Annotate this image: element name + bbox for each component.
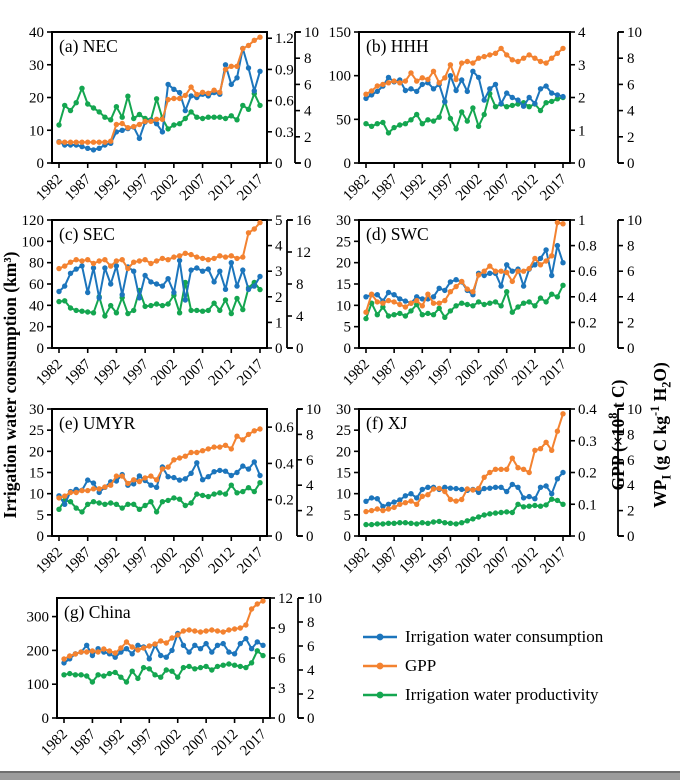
x-axis-tick-label: 2012 (208, 726, 242, 760)
gpp-axis-tick-label: 1 (578, 123, 586, 140)
gpp-axis-tick-label: 1 (578, 213, 586, 229)
x-axis-tick-label: 1982 (340, 356, 373, 390)
left-axis-tick-label: 100 (26, 677, 49, 694)
gpp-axis-tick-label: 0.6 (275, 420, 294, 437)
wp-axis-tick-label: 4 (296, 309, 304, 325)
x-axis-tick-label: 1987 (66, 726, 100, 760)
wp-axis-tick-label: 10 (307, 591, 322, 607)
x-axis-tick-label: 2017 (537, 544, 570, 578)
gpp-axis-tick-label: 0.8 (578, 238, 597, 255)
x-axis-tick-label: 1982 (38, 726, 71, 760)
wp-axis-tick-label: 8 (627, 427, 635, 444)
x-axis-tick-label: 2012 (205, 544, 239, 578)
left-axis-tick-label: 200 (26, 643, 49, 660)
gpp-axis-tick-label: 0 (578, 156, 586, 172)
x-axis-tick-label: 1987 (368, 356, 401, 390)
x-axis-tick-label: 2017 (234, 171, 267, 205)
left-axis-tick-label: 0 (36, 156, 44, 172)
x-axis-tick-label: 1992 (396, 544, 430, 578)
left-axis-tick-label: 40 (29, 25, 44, 41)
left-axis-tick-label: 5 (343, 319, 351, 336)
left-axis-tick-label: 120 (21, 213, 44, 229)
x-axis-tick-label: 1992 (95, 726, 128, 760)
left-axis-tick-label: 15 (336, 465, 351, 482)
left-axis-tick-label: 20 (29, 444, 44, 461)
legend-item-consumption (362, 627, 680, 647)
left-axis-tick-label: 25 (336, 234, 351, 251)
x-axis-tick-label: 2002 (452, 544, 486, 578)
x-axis-tick-label: 2012 (205, 171, 239, 205)
x-axis-tick-label: 2002 (148, 171, 181, 205)
y-axis-label-consumption-text: Irrigation water consumption (km³) (0, 251, 20, 519)
gpp-axis-tick-label: 0.2 (578, 465, 597, 482)
x-axis-tick-label: 1992 (90, 356, 124, 390)
left-axis-tick-label: 30 (336, 402, 351, 418)
x-axis-tick-label: 1997 (123, 726, 157, 760)
left-axis-tick-label: 10 (336, 486, 351, 503)
left-axis-tick-label: 30 (29, 402, 44, 418)
legend-marker-consumption-icon (362, 631, 398, 643)
gpp-axis-tick-label: 4 (578, 25, 586, 41)
gpp-axis-tick-label: 3 (275, 264, 283, 281)
panel-title: (b) HHH (366, 36, 429, 56)
gpp-axis-tick-label: 0 (275, 529, 283, 545)
left-axis-tick-label: 10 (29, 123, 44, 140)
y-axis-label-consumption (0, 185, 24, 585)
gpp-axis-tick-label: 0 (278, 711, 286, 727)
gpp-axis-tick-label: 2 (275, 289, 283, 306)
panel-g-china-chart (0, 585, 340, 780)
wp-axis-tick-label: 6 (627, 452, 635, 469)
x-axis-tick-label: 1982 (33, 544, 66, 578)
left-axis-tick-label: 0 (343, 529, 351, 545)
wp-axis-tick-label: 6 (307, 639, 315, 655)
wp-axis-tick-label: 0 (296, 341, 304, 357)
wp-axis-tick-label: 8 (296, 277, 304, 293)
x-axis-tick-label: 1997 (119, 544, 152, 578)
gpp-axis-tick-label: 0.4 (578, 289, 597, 306)
wp-axis-tick-label: 4 (304, 103, 312, 120)
legend-label-gpp: GPP (405, 656, 437, 675)
x-axis-tick-label: 1982 (340, 171, 373, 205)
x-axis-tick-label: 1997 (424, 356, 458, 390)
left-axis-tick-label: 20 (29, 90, 44, 107)
legend-label-wp: Irrigation water productivity (405, 685, 599, 704)
gpp-axis-tick-label: 12 (278, 591, 293, 607)
x-axis-tick-label: 2012 (509, 544, 542, 578)
x-axis-tick-label: 1992 (90, 544, 124, 578)
wp-axis-tick-label: 0 (306, 529, 314, 545)
legend-label-consumption: Irrigation water consumption (405, 627, 604, 646)
x-axis-tick-label: 2002 (152, 726, 185, 760)
x-axis-tick-label: 2002 (452, 171, 486, 205)
wp-axis-tick-label: 0 (627, 341, 635, 357)
x-axis-tick-label: 2007 (481, 356, 514, 390)
wp-axis-tick-label: 2 (306, 503, 314, 520)
x-axis-tick-label: 1987 (368, 544, 401, 578)
wp-axis-tick-label: 10 (304, 25, 319, 41)
left-axis-tick-label: 300 (26, 609, 49, 626)
gpp-axis-tick-label: 0.6 (275, 93, 294, 110)
y-axis-label-gpp: GPP ($\times 10^8$ t C) (606, 379, 628, 491)
gpp-axis-tick-label: 0.2 (275, 492, 294, 509)
legend-marker-wp-icon (362, 689, 398, 701)
wp-axis-tick-label: 2 (627, 315, 635, 332)
x-axis-tick-label: 1982 (33, 356, 66, 390)
x-axis-tick-label: 2007 (176, 356, 210, 390)
x-axis-tick-label: 1987 (368, 171, 401, 205)
wp-axis-tick-label: 4 (627, 478, 635, 495)
series-irrigation-water-consumption (363, 243, 565, 306)
x-axis-tick-label: 2007 (481, 544, 514, 578)
panel-title: (e) UMYR (59, 413, 136, 433)
x-axis-tick-label: 2007 (180, 726, 213, 760)
gpp-axis-tick-label: 0.3 (578, 433, 597, 450)
wp-axis-tick-label: 8 (306, 427, 314, 444)
wp-axis-tick-label: 0 (627, 156, 635, 172)
x-axis-tick-label: 1997 (119, 171, 152, 205)
x-axis-tick-label: 1992 (396, 171, 430, 205)
legend (340, 585, 680, 775)
series-water-productivity (56, 480, 262, 515)
gpp-axis-tick-label: 6 (278, 651, 286, 667)
wp-axis-tick-label: 6 (306, 452, 314, 469)
wp-axis-tick-label: 10 (306, 402, 321, 418)
left-axis-tick-label: 40 (29, 298, 44, 315)
left-axis-tick-label: 0 (36, 341, 44, 357)
series-water-productivity (56, 86, 262, 132)
x-axis-tick-label: 1997 (424, 171, 458, 205)
x-axis-tick-label: 1982 (340, 544, 373, 578)
wp-axis-tick-label: 8 (307, 615, 315, 631)
legend-item-gpp (362, 656, 680, 676)
wp-axis-tick-label: 2 (627, 503, 635, 520)
x-axis-tick-label: 2002 (148, 356, 181, 390)
left-axis-tick-label: 25 (29, 423, 44, 440)
panel-b-hhh-chart (328, 0, 680, 205)
x-axis-tick-label: 1997 (119, 356, 152, 390)
panel-a-nec-chart (0, 0, 340, 205)
wp-axis-tick-label: 8 (627, 238, 635, 255)
gpp-axis-tick-label: 0.1 (578, 497, 597, 514)
left-axis-tick-label: 20 (29, 319, 44, 336)
footer-bar (0, 771, 680, 780)
legend-item-wp (362, 685, 680, 705)
wp-axis-tick-label: 2 (304, 129, 312, 146)
left-axis-tick-label: 0 (343, 156, 351, 172)
panel-title: (c) SEC (59, 224, 115, 244)
panel-title: (d) SWC (366, 224, 429, 244)
panel-title: (g) China (64, 602, 131, 622)
left-axis-tick-label: 150 (328, 25, 351, 41)
panel-title: (a) NEC (59, 36, 118, 56)
x-axis-tick-label: 2002 (452, 356, 486, 390)
gpp-axis-tick-label: 0.2 (578, 315, 597, 332)
left-axis-tick-label: 10 (336, 298, 351, 315)
gpp-axis-tick-label: 0 (578, 529, 586, 545)
panel-title: (f) XJ (366, 413, 408, 433)
left-axis-tick-label: 0 (41, 711, 49, 727)
wp-axis-tick-label: 6 (627, 264, 635, 281)
gpp-axis-tick-label: 5 (275, 213, 283, 229)
left-axis-tick-label: 20 (336, 444, 351, 461)
gpp-axis-tick-label: 3 (578, 57, 586, 74)
x-axis-tick-label: 2017 (234, 356, 267, 390)
wp-axis-tick-label: 4 (307, 663, 315, 679)
wp-axis-tick-label: 8 (627, 51, 635, 68)
panel-f-xj-chart (336, 390, 680, 590)
gpp-axis-tick-label: 9 (278, 621, 286, 637)
x-axis-tick-label: 2017 (234, 544, 267, 578)
left-axis-tick-label: 100 (328, 68, 351, 85)
x-axis-tick-label: 2007 (481, 171, 514, 205)
panel-e-umyr-chart (0, 390, 340, 590)
left-axis-tick-label: 25 (336, 423, 351, 440)
series-irrigation-water-consumption (56, 46, 262, 153)
wp-axis-tick-label: 0 (304, 156, 312, 172)
series-irrigation-water-consumption (61, 631, 265, 666)
gpp-axis-tick-label: 1.2 (275, 31, 294, 48)
x-axis-tick-label: 1992 (396, 356, 430, 390)
x-axis-tick-label: 1987 (62, 544, 95, 578)
left-axis-tick-label: 15 (29, 465, 44, 482)
series-irrigation-water-consumption (363, 69, 565, 109)
x-axis-tick-label: 2012 (205, 356, 239, 390)
gpp-axis-tick-label: 0.6 (578, 264, 597, 281)
wp-axis-tick-label: 8 (304, 51, 312, 68)
x-axis-tick-label: 2012 (509, 171, 542, 205)
left-axis-tick-label: 30 (29, 57, 44, 74)
wp-axis-tick-label: 6 (304, 77, 312, 94)
left-axis-tick-label: 20 (336, 255, 351, 272)
left-axis-tick-label: 5 (343, 507, 351, 524)
series-gpp (56, 426, 262, 500)
x-axis-tick-label: 2017 (537, 171, 570, 205)
x-axis-tick-label: 1987 (62, 356, 95, 390)
x-axis-tick-label: 1997 (424, 544, 458, 578)
gpp-axis-tick-label: 1 (275, 315, 283, 332)
gpp-axis-tick-label: 2 (578, 90, 586, 107)
left-axis-tick-label: 60 (29, 277, 44, 293)
wp-axis-tick-label: 12 (296, 245, 311, 261)
wp-axis-tick-label: 0 (307, 711, 315, 727)
x-axis-tick-label: 2002 (148, 544, 181, 578)
gpp-axis-tick-label: 0 (275, 341, 283, 357)
wp-axis-tick-label: 16 (296, 213, 311, 229)
series-water-productivity (363, 91, 565, 136)
left-axis-tick-label: 30 (336, 213, 351, 229)
legend-marker-gpp-icon (362, 660, 398, 672)
x-axis-tick-label: 2007 (176, 171, 210, 205)
x-axis-tick-label: 1987 (62, 171, 95, 205)
wp-axis-tick-label: 10 (627, 402, 642, 418)
panel-d-swc-chart (336, 195, 680, 395)
x-axis-tick-label: 2017 (537, 356, 570, 390)
gpp-axis-tick-label: 0 (275, 156, 283, 172)
left-axis-tick-label: 15 (336, 277, 351, 293)
left-axis-tick-label: 10 (29, 486, 44, 503)
left-axis-tick-label: 0 (36, 529, 44, 545)
left-axis-tick-label: 5 (36, 507, 44, 524)
left-axis-tick-label: 50 (336, 112, 351, 129)
gpp-axis-tick-label: 4 (275, 238, 283, 255)
series-irrigation-water-consumption (56, 258, 262, 303)
gpp-axis-tick-label: 0.3 (275, 124, 294, 141)
wp-axis-tick-label: 10 (627, 213, 642, 229)
gpp-axis-tick-label: 0.4 (275, 456, 294, 473)
wp-axis-tick-label: 0 (627, 529, 635, 545)
wp-axis-tick-label: 2 (307, 687, 315, 703)
x-axis-tick-label: 2017 (237, 726, 270, 760)
y-axis-label-wp: $WP_I$ (g C $kg^{-1}$ $H_2O$) (648, 362, 674, 508)
left-axis-tick-label: 0 (343, 341, 351, 357)
left-axis-tick-label: 100 (21, 234, 44, 251)
left-axis-tick-label: 80 (29, 255, 44, 272)
gpp-axis-tick-label: 0.9 (275, 62, 294, 79)
wp-axis-tick-label: 4 (627, 289, 635, 306)
wp-axis-tick-label: 10 (627, 25, 642, 41)
gpp-axis-tick-label: 0 (578, 341, 586, 357)
wp-axis-tick-label: 4 (306, 478, 314, 495)
gpp-axis-tick-label: 3 (278, 681, 286, 697)
wp-axis-tick-label: 6 (627, 77, 635, 94)
panel-c-sec-chart (0, 195, 340, 395)
wp-axis-tick-label: 2 (627, 129, 635, 146)
gpp-axis-tick-label: 0.4 (578, 402, 597, 418)
wp-axis-tick-label: 4 (627, 103, 635, 120)
x-axis-tick-label: 1992 (90, 171, 124, 205)
x-axis-tick-label: 2012 (509, 356, 542, 390)
x-axis-tick-label: 2007 (176, 544, 210, 578)
x-axis-tick-label: 1982 (33, 171, 66, 205)
